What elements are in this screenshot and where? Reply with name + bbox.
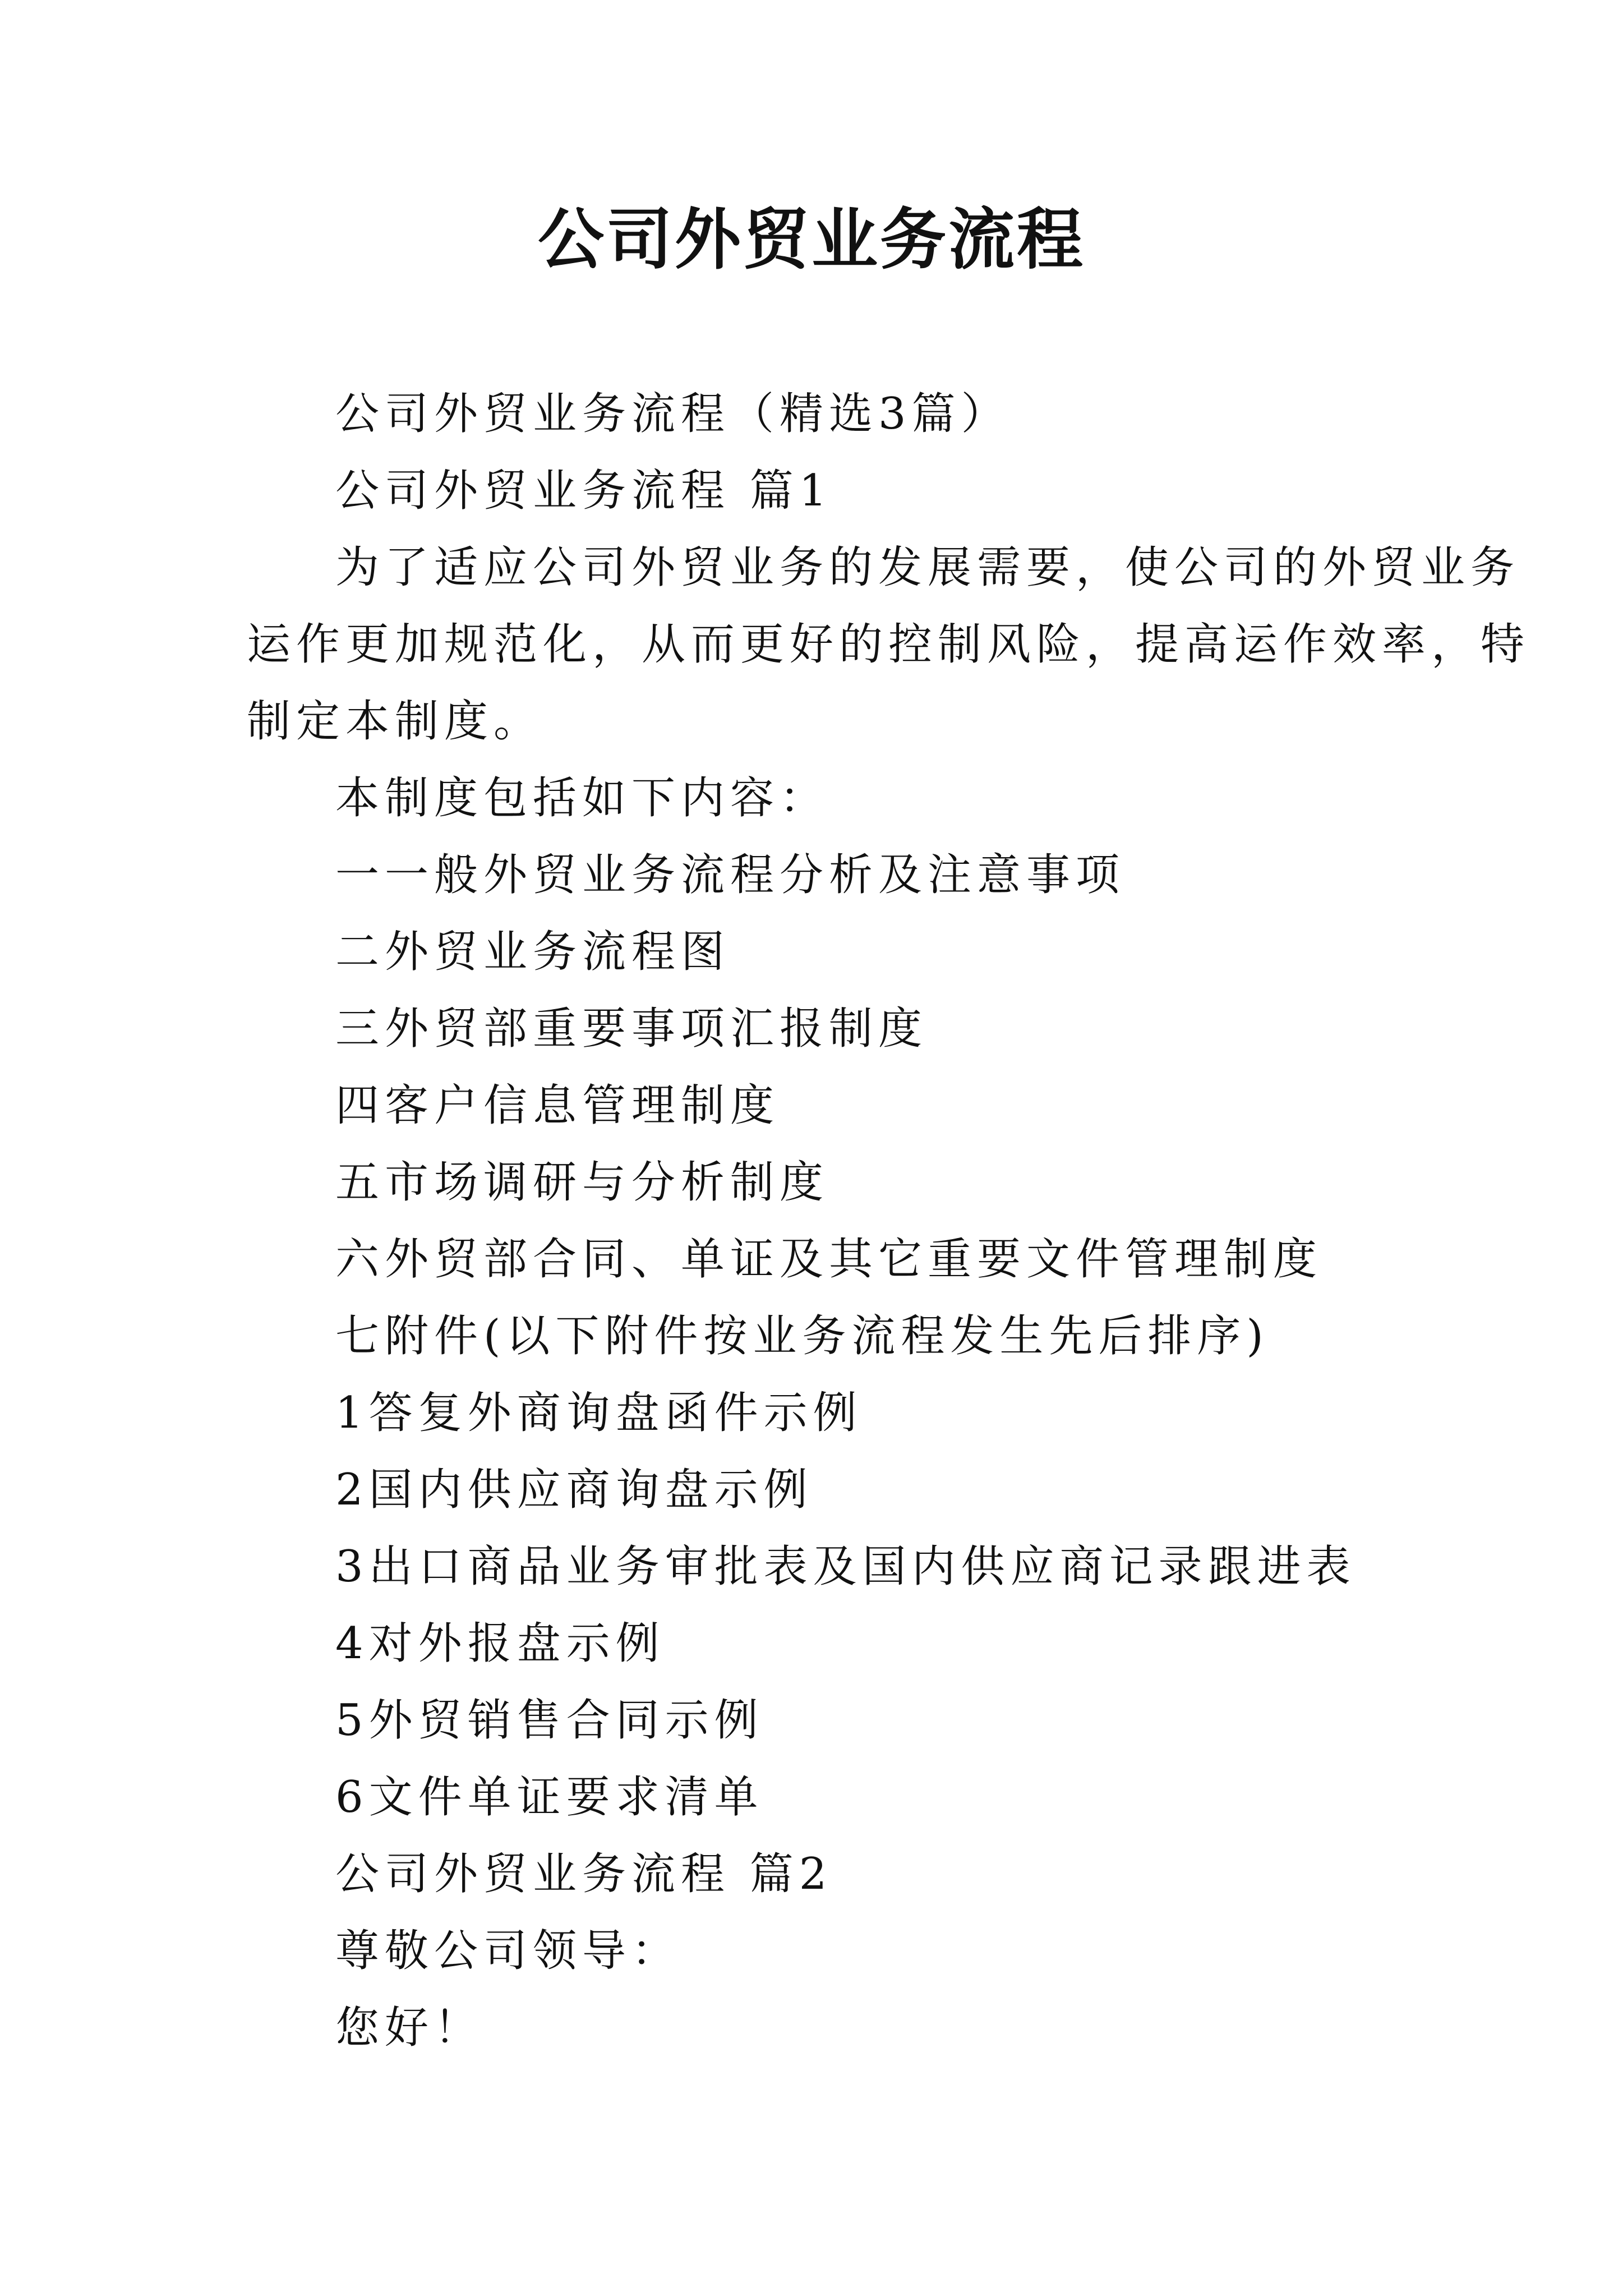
text-line: 运作更加规范化，从而更好的控制风险，提高运作效率，特 — [247, 619, 1530, 670]
text-line: 3出口商品业务审批表及国内供应商记录跟进表 — [335, 1542, 1356, 1592]
text-line: 尊敬公司领导： — [335, 1926, 681, 1976]
text-line: 为了适应公司外贸业务的发展需要，使公司的外贸业务 — [335, 542, 1520, 593]
text-line: 一一般外贸业务流程分析及注意事项 — [335, 850, 1126, 900]
text-line: 4对外报盘示例 — [335, 1618, 665, 1669]
text-line: 四客户信息管理制度 — [335, 1080, 780, 1131]
document-title: 公司外贸业务流程 — [537, 200, 1085, 278]
text-line: 五市场调研与分析制度 — [335, 1157, 829, 1208]
text-line: 公司外贸业务流程 篇2 — [335, 1849, 833, 1899]
text-line: 6文件单证要求清单 — [335, 1772, 764, 1823]
text-line: 您好！ — [335, 2003, 484, 2053]
text-line: 本制度包括如下内容： — [335, 773, 829, 823]
text-line: 三外贸部重要事项汇报制度 — [335, 1004, 928, 1054]
text-line: 2国内供应商询盘示例 — [335, 1465, 813, 1515]
text-line: 1答复外商询盘函件示例 — [335, 1388, 863, 1438]
text-line: 公司外贸业务流程（精选3篇） — [335, 389, 1011, 439]
text-line: 制定本制度。 — [247, 696, 543, 747]
text-line: 六外贸部合同、单证及其它重要文件管理制度 — [335, 1234, 1323, 1285]
text-line: 二外贸业务流程图 — [335, 927, 731, 977]
text-line: 七附件(以下附件按业务流程发生先后排序) — [335, 1311, 1269, 1361]
text-line: 公司外贸业务流程 篇1 — [335, 466, 833, 516]
text-line: 5外贸销售合同示例 — [335, 1695, 764, 1746]
